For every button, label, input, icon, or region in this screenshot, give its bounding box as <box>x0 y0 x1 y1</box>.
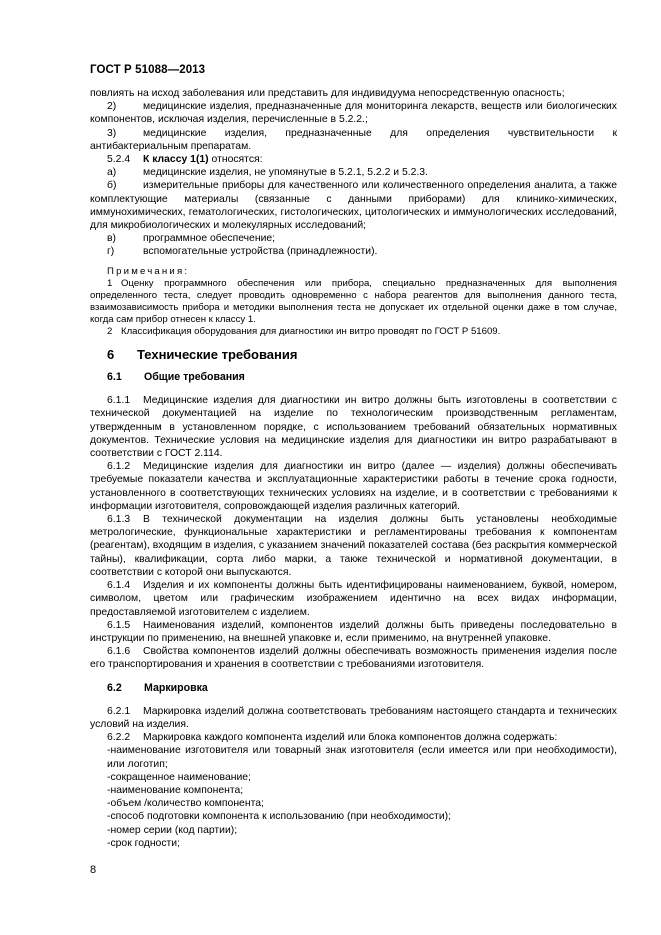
page-header-standard: ГОСТ Р 51088—2013 <box>90 64 206 76</box>
clause-text: Маркировка каждого компонента изделий или блока компонентов должна содержать: <box>143 732 558 744</box>
clause-text: Медицинские изделия для диагностики ин витро должны быть изготовлены в соответствии с технической документацией на изделие по технологическим производственным регламентам, утвержденным в установленном порядке, с использованием требований обязательных нормативных документов. Технические условия на медицинские изделия для диагностики ин витро разрабатывают в соответствии с ГОСТ 2.114. <box>90 395 617 460</box>
dash-item: -номер серии (код партии); <box>107 824 238 836</box>
clause-text: В технической документации на изделия должны быть установлены необходимые метрологические, функциональные характеристики и регламентированы требования к компонентам (реагентам), входящим в изделия, с указанием значений показателей состава (без раскрытия коммерческой тайны), квалификации, сорта либо марки, а также технической и нормативной документации, в соответствии с которой они выпускаются. <box>90 514 617 578</box>
clause-number: 5.2.4 <box>107 154 131 166</box>
clause-6-1-6 <box>90 645 617 671</box>
section-title: Технические требования <box>137 346 298 362</box>
list-item <box>90 166 617 179</box>
notes-heading: Примечания: <box>107 265 190 277</box>
list-text: вспомогательные устройства (принадлежности). <box>143 246 378 258</box>
paragraph: повлиять на исход заболевания или представить для индивидуума непосредственную опасность; <box>90 88 565 99</box>
clause-6-2-2 <box>90 731 617 744</box>
dash-item: -сокращенное наименование; <box>107 771 251 783</box>
clause-text: относятся: <box>208 154 263 166</box>
clause-6-1-4 <box>90 579 617 619</box>
dash-item: -наименование изготовителя или товарный знак изготовителя (если имеется или при необходимости), или логотип; <box>107 745 617 770</box>
clause-number: 6.2.2 <box>107 732 131 744</box>
clause-6-1-5 <box>90 619 617 645</box>
list-text: медицинские изделия, предназначенные для определения чувствительности к антибактериальным препаратам. <box>90 127 617 152</box>
clause-bold-text: К классу 1(1) <box>143 154 209 166</box>
list-marker: г) <box>107 246 115 258</box>
clause-text: Наименования изделий, компонентов изделий должны быть приведены последовательно в инструкции по применению, на внешней упаковке и, если применимо, на внутренней упаковке. <box>90 619 617 644</box>
list-marker: б) <box>107 180 117 192</box>
dash-item: -способ подготовки компонента к использованию (при необходимости); <box>107 811 451 823</box>
subsection-number: 6.2 <box>107 681 122 694</box>
list-item <box>90 100 617 126</box>
page-number: 8 <box>90 864 97 876</box>
clause-6-1-3 <box>90 513 617 579</box>
list-item <box>90 232 617 245</box>
list-text: измерительные приборы для качественного или количественного определения аналита, а также комплектующие материалы (связанные с данными приборами) для клинико-химических, иммунохимических, гематологических, гистологических, цитологических и иммунологических исследований, для микробиологических и молекулярных исследований; <box>90 180 617 232</box>
note-item <box>90 326 617 338</box>
page-body <box>90 87 617 850</box>
list-marker: 3) <box>107 127 117 139</box>
list-item <box>90 179 617 232</box>
clause-number: 6.2.1 <box>107 705 131 717</box>
clause-number: 6.1.5 <box>107 619 131 631</box>
clause-number: 6.1.6 <box>107 646 131 658</box>
clause-text: Изделия и их компоненты должны быть идентифицированы наименованием, буквой, номером, символом, цветом или графическим изображением идентично на всех видах информации, предоставляемой изготовителем с изделием. <box>90 580 617 618</box>
clause-number: 6.1.2 <box>107 461 131 473</box>
note-text: Оценку программного обеспечения или прибора, специально предназначенных для выполнения определенного теста, следует проводить одновременно с набора реагентов для выполнения данного теста, взаимозависимость прибора и методики выполнения теста не допускает их отдельной оценки даже в том случае, когда сам прибор отнесен к классу 1. <box>90 277 617 325</box>
list-text: программное обеспечение; <box>143 233 276 245</box>
clause-6-1-1 <box>90 394 617 460</box>
clause-text: Медицинские изделия для диагностики ин витро (далее — изделия) должны обеспечивать требуемые показатели качества и эксплуатационные характеристики работы в течение срока годности, установленного в соответствующих технических условиях на изделие, и в соответствии с требованиями к информации изготовителя, сопровождающей изделия различных категорий. <box>90 461 617 512</box>
section-number: 6 <box>107 346 115 362</box>
list-text: медицинские изделия, не упомянутые в 5.2.1, 5.2.2 и 5.2.3. <box>143 167 428 179</box>
clause-6-1-2 <box>90 460 617 513</box>
note-item <box>90 278 617 326</box>
clause-text: Маркировка изделий должна соответствовать требованиям настоящего стандарта и технических условий на изделия. <box>90 705 617 730</box>
list-marker: 2) <box>107 101 117 113</box>
clause-6-2-1 <box>90 705 617 731</box>
note-marker: 2 <box>107 325 113 337</box>
clause-number: 6.1.4 <box>107 580 131 592</box>
clause-text: Свойства компонентов изделий должны обеспечивать возможность применения изделия после его транспортирования и хранения в соответствии с требованиями изготовителя. <box>90 646 617 671</box>
note-text: Классификация оборудования для диагностики ин витро проводят по ГОСТ Р 51609. <box>121 325 501 337</box>
subsection-heading-6-1 <box>90 371 617 384</box>
note-marker: 1 <box>107 277 113 289</box>
list-marker: в) <box>107 233 116 245</box>
dash-item: -срок годности; <box>107 837 180 849</box>
subsection-title: Маркировка <box>144 681 208 694</box>
list-item <box>90 245 617 258</box>
subsection-title: Общие требования <box>144 371 245 384</box>
dash-item: -наименование компонента; <box>107 784 244 796</box>
list-text: медицинские изделия, предназначенные для мониторинга лекарств, веществ или биологических компонентов, исключая изделия, перечисленные в 5.2.2.; <box>90 101 617 126</box>
list-marker: а) <box>107 167 117 179</box>
subsection-heading-6-2 <box>90 682 617 695</box>
section-heading-6 <box>90 348 617 361</box>
list-item <box>90 127 617 153</box>
clause-number: 6.1.3 <box>107 514 131 526</box>
clause-5-2-4 <box>90 153 617 166</box>
subsection-number: 6.1 <box>107 371 122 384</box>
dash-item: -объем /количество компонента; <box>107 798 264 810</box>
clause-number: 6.1.1 <box>107 395 131 407</box>
